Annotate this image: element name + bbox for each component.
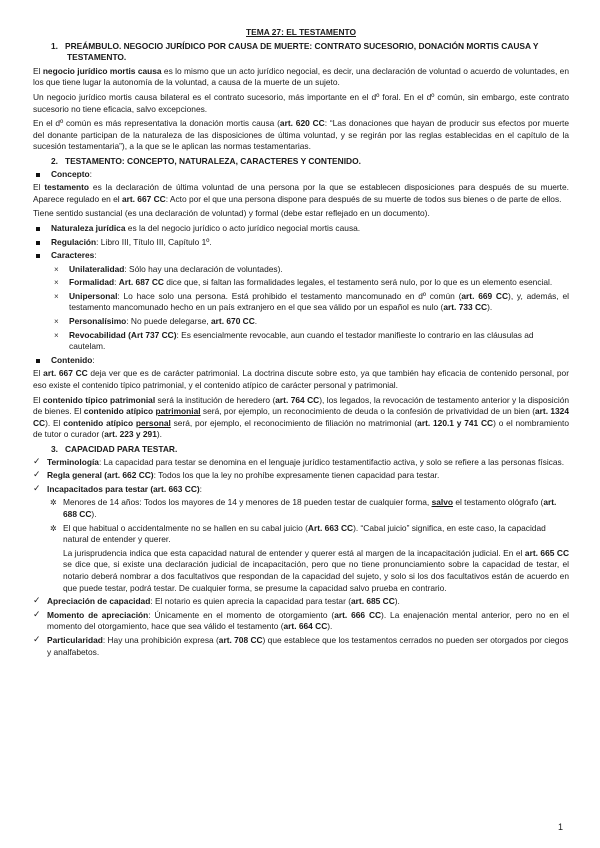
bold-term: contenido típico patrimonial xyxy=(42,394,156,405)
text: ). xyxy=(327,621,333,632)
item-label: Concepto xyxy=(51,168,90,179)
article-ref: art. 669 CC xyxy=(461,290,509,301)
text: La jurisprudencia indica que esta capacidad natural de entender y querer está al margen de la incapacitación judicial. En el xyxy=(63,547,525,558)
concepto-list xyxy=(33,169,569,181)
item-label: Formalidad xyxy=(69,277,115,288)
section-3-title: CAPACIDAD PARA TESTAR. xyxy=(64,444,178,454)
text: será, por ejemplo, el reconocimiento de filiación no matrimonial ( xyxy=(170,417,418,428)
text: : Acto por el que una persona dispone para después de su muerte de todos sus bienes o de parte de ellos. xyxy=(165,193,562,204)
text: ). “Cabal juicio” significa, en este caso, la capacidad natural de entender y querer. xyxy=(63,522,546,545)
checkmark-icon: ✓ xyxy=(33,633,41,644)
bold-term: negocio jurídico mortis causa xyxy=(42,65,162,76)
text: : No puede delegarse, xyxy=(126,316,212,327)
text: El xyxy=(33,394,43,405)
item-label: Terminología xyxy=(47,456,99,467)
item-label: Contenido xyxy=(51,354,93,365)
text: ) que establece que los testamentos cerrados no pueden ser otorgados por ciegos y analfabetos. xyxy=(47,634,569,657)
list-item-regla-general xyxy=(33,470,569,482)
star-bullet-icon: ✲ xyxy=(50,523,57,533)
list-item-unilateralidad xyxy=(33,264,569,276)
jurisprudencia-paragraph xyxy=(33,548,569,594)
text: El xyxy=(33,182,45,193)
text: : xyxy=(89,168,92,179)
text: será la institución de heredero ( xyxy=(155,394,276,405)
text: dice que, si faltan las formalidades legales, el testamento será nulo, por lo que es un elemento esencial. xyxy=(163,277,553,288)
item-label: Regulación xyxy=(51,236,97,247)
section-1-heading xyxy=(33,41,569,64)
document-page xyxy=(33,27,569,660)
text: : xyxy=(92,354,95,365)
text: : Todos los que la ley no prohíbe expresamente tienen capacidad para testar. xyxy=(153,470,440,481)
text: : Lo hace solo una persona. Está prohibido el testamento mancomunado en dº común ( xyxy=(117,290,462,301)
checkmark-icon: ✓ xyxy=(33,455,41,466)
square-bullet-icon xyxy=(36,173,40,177)
text: deja ver que es de carácter patrimonial. La doctrina discute sobre esto, ya que también hay eficacia de contenido personal, por eso existe el contenido típico patrimonial, y el contenido atípico de carácter personal y patrimonial. xyxy=(33,368,569,391)
capacidad-list xyxy=(33,457,569,496)
list-item-menores xyxy=(33,497,569,520)
page-number: 1 xyxy=(558,822,564,832)
x-bullet-icon: × xyxy=(54,278,59,288)
list-item-terminologia xyxy=(33,457,569,469)
checkmark-icon: ✓ xyxy=(33,482,41,493)
section-2-title: TESTAMENTO: CONCEPTO, NATURALEZA, CARACTERES Y CONTENIDO. xyxy=(64,155,361,166)
x-bullet-icon: × xyxy=(54,317,59,327)
x-bullet-icon: × xyxy=(54,291,59,301)
text: ). xyxy=(487,302,493,313)
section-3-heading xyxy=(33,444,569,456)
square-bullet-icon xyxy=(36,359,40,363)
text: : Libro III, Título III, Capítulo 1º. xyxy=(96,236,212,247)
text: En el dº común es más representativa la donación mortis causa ( xyxy=(33,118,280,129)
list-item-concepto xyxy=(33,169,569,181)
bold-term: testamento xyxy=(44,182,90,193)
underlined-term: personal xyxy=(135,417,171,428)
section-1-paragraph-2: Un negocio jurídico mortis causa bilateral es el contrato sucesorio, más importante en el dº foral. En el dº común, sin embargo, este contrato sucesorio no tiene eficacia, salvo excepciones. xyxy=(33,91,569,114)
text: ). La enajenación mental anterior, pero no en el momento del otorgamiento, hace que sea válido el testamento ( xyxy=(47,609,569,632)
item-label: Caracteres xyxy=(51,250,95,261)
article-ref: art. 685 CC xyxy=(351,596,395,607)
section-1-number: 1. xyxy=(51,40,58,51)
article-ref: art. 1324 CC xyxy=(33,406,569,428)
article-ref: art. 666 CC xyxy=(334,609,382,620)
article-ref: art. 223 y 291 xyxy=(104,429,157,440)
text: ). xyxy=(91,508,97,519)
square-bullet-icon xyxy=(36,241,40,245)
document-title: TEMA 27: EL TESTAMENTO xyxy=(246,27,356,37)
list-item-naturaleza xyxy=(33,223,569,235)
section-2-number: 2. xyxy=(51,155,58,166)
text: es la del negocio jurídico o acto jurídico negocial mortis causa. xyxy=(125,222,361,233)
item-label: Incapacitados para testar (art. 663 CC) xyxy=(47,483,200,494)
contenido-paragraph-1 xyxy=(33,368,569,391)
article-ref: art. 120.1 y 741 CC xyxy=(417,417,494,428)
text: : La capacidad para testar se denomina en el lenguaje jurídico testamentifactio activa, y solo se refiere a las personas físicas. xyxy=(98,456,565,467)
article-ref: Art. 687 CC xyxy=(118,277,164,288)
text: se dice que, si existe una declaración judicial de incapacitación, pero que no tiene pronunciamiento sobre la capacidad de testar, el notario deberá nombrar a dos facultativos que respondan de la capacidad del sujeto, y solo si los dos facultativos están de acuerdo en que puede testar, podrá testar. De cualquier forma, se presume la capacidad salvo prueba en contrario. xyxy=(63,559,569,593)
list-item-formalidad xyxy=(33,277,569,289)
item-label: Regla general (art. 662 CC) xyxy=(47,470,154,481)
item-label: Naturaleza jurídica xyxy=(51,222,126,233)
list-item-momento xyxy=(33,610,569,633)
article-ref: art. 708 CC xyxy=(218,634,263,645)
sentido-paragraph: Tiene sentido sustancial (es una declaración de voluntad) y formal (debe estar reflejado en un documento). xyxy=(33,208,430,219)
x-bullet-icon: × xyxy=(54,330,59,340)
item-label: Unilateralidad xyxy=(69,263,125,274)
underlined-term: patrimonial xyxy=(155,406,201,417)
list-item-incapacitados xyxy=(33,484,569,496)
text: ). El xyxy=(45,417,64,428)
list-item-cabal-juicio xyxy=(33,523,569,546)
text: : Es esencialmente revocable, aun cuando el testador manifieste lo contrario en las cláusulas ad cautelam. xyxy=(69,329,534,352)
text: es lo mismo que un acto jurídico negocial, es decir, una declaración de voluntad o acuerdo de voluntades, en los que tiene lugar la autonomía de la voluntad, a causa de la muerte de un sujeto. xyxy=(33,65,569,88)
list-item-caracteres xyxy=(33,250,569,262)
text: Menores de 14 años: Todos los mayores de 14 y menores de 18 pueden testar de cualquier forma, xyxy=(63,497,432,508)
article-ref: art. 664 CC xyxy=(283,621,328,632)
text: El xyxy=(33,368,44,379)
article-ref: art. 665 CC xyxy=(524,547,569,558)
contenido-list xyxy=(33,355,569,367)
list-item-regulacion xyxy=(33,237,569,249)
article-ref: art. 667 CC xyxy=(43,368,88,379)
underlined-term: salvo xyxy=(431,497,453,508)
article-ref: art. 688 CC xyxy=(63,497,557,519)
checkmark-icon: ✓ xyxy=(33,595,41,606)
section-2-heading xyxy=(33,156,569,168)
incapacitados-sublist xyxy=(33,497,569,545)
item-label: Apreciación de capacidad xyxy=(47,596,151,607)
text: . xyxy=(254,316,258,327)
caracteres-sublist xyxy=(33,264,569,353)
list-item-revocabilidad xyxy=(33,330,569,353)
text: : El notario es quien aprecia la capacidad para testar ( xyxy=(150,596,351,607)
text: El que habitual o accidentalmente no se hallen en su cabal juicio ( xyxy=(63,522,308,533)
star-bullet-icon: ✲ xyxy=(50,498,57,508)
text: : xyxy=(199,483,202,494)
text: será, por ejemplo, un reconocimiento de deuda o la confesión de privatividad de un bien ( xyxy=(200,406,535,417)
list-item-contenido xyxy=(33,355,569,367)
text: : xyxy=(94,250,97,261)
item-label: Personalísimo xyxy=(69,316,127,327)
contenido-paragraph-2 xyxy=(33,395,569,441)
text: ), y, además, el testamento mancomunado hecho en un país extranjero en el que sea válido por un español es nulo ( xyxy=(69,290,569,313)
section-1-paragraph-3 xyxy=(33,118,569,153)
article-ref: Art. 663 CC xyxy=(307,522,354,533)
article-ref: art. 667 CC xyxy=(121,193,166,204)
article-ref: art. 620 CC xyxy=(279,118,325,129)
section-1-title: PREÁMBULO. NEGOCIO JURÍDICO POR CAUSA DE MUERTE: CONTRATO SUCESORIO, DONACIÓN MORTIS CAUSA Y TESTAMENTO. xyxy=(64,40,539,63)
text: es la declaración de última voluntad de una persona por la que se establecen disposiciones para después de su muerte. Aparece regulado en el xyxy=(33,182,569,204)
bold-term: contenido atípico xyxy=(83,406,156,417)
list-item-apreciacion xyxy=(33,596,569,608)
text: : Sólo hay una declaración de voluntades). xyxy=(124,263,283,274)
text: ), los legados, la revocación de testamento anterior y la disposición de bienes. El xyxy=(33,394,570,417)
article-ref: art. 733 CC xyxy=(443,302,488,313)
square-bullet-icon xyxy=(36,227,40,231)
text: ). xyxy=(394,596,400,607)
list-item-particularidad xyxy=(33,635,569,658)
text: : Hay una prohibición expresa ( xyxy=(102,634,219,645)
checkmark-icon: ✓ xyxy=(33,608,41,619)
article-ref: art. 764 CC xyxy=(275,394,320,405)
text: El xyxy=(33,65,43,76)
text: : “Las donaciones que hayan de producir sus efectos por muerte del donante participan de la naturaleza de las disposiciones de última voluntad, y se regirán por las reglas establecidas en el capítulo de la sucesión testamentaria”), a la que se le aplican las normas testamentarias. xyxy=(33,118,569,152)
concepto-paragraph xyxy=(33,182,569,205)
text: ) o el nombramiento de tutor o curador ( xyxy=(33,417,570,440)
item-label: Particularidad xyxy=(47,634,103,645)
item-label: Momento de apreciación xyxy=(47,609,149,620)
bold-term: contenido atípico xyxy=(63,417,136,428)
naturaleza-list xyxy=(33,223,569,262)
x-bullet-icon: × xyxy=(54,264,59,274)
article-ref: art. 670 CC xyxy=(211,316,255,327)
checkmark-icon: ✓ xyxy=(33,469,41,480)
text: el testamento ológrafo ( xyxy=(453,497,544,508)
text: ). xyxy=(156,429,162,440)
section-3-number: 3. xyxy=(51,444,58,454)
text: : xyxy=(114,277,119,288)
text: : Únicamente en el momento de otorgamiento ( xyxy=(148,609,335,620)
section-1-paragraph-1 xyxy=(33,66,569,89)
square-bullet-icon xyxy=(36,254,40,258)
item-label: Unipersonal xyxy=(69,290,118,301)
list-item-personalisimo xyxy=(33,316,569,328)
list-item-unipersonal xyxy=(33,291,569,314)
capacidad-list-2 xyxy=(33,596,569,658)
item-label: Revocabilidad (Art 737 CC) xyxy=(69,329,177,340)
